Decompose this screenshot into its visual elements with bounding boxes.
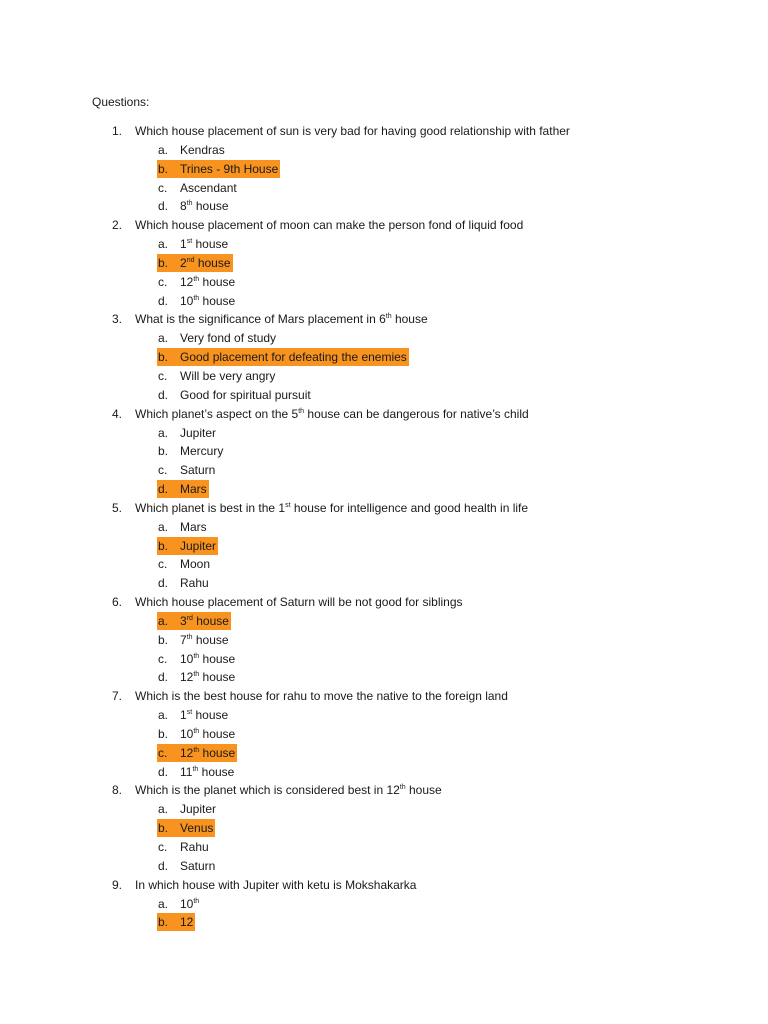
answer-option (0, 800, 768, 819)
option-content (157, 197, 231, 215)
option-text (180, 162, 278, 176)
answer-option (0, 744, 768, 763)
text-segment: What is the significance of Mars placement in 6 (135, 312, 386, 327)
answer-option (0, 424, 768, 443)
option-text (180, 426, 216, 440)
question-text (135, 499, 528, 518)
option-text (180, 388, 311, 402)
text-segment: Mercury (180, 444, 224, 459)
answer-option (0, 160, 768, 179)
text-segment: house (405, 783, 442, 798)
answer-option (0, 838, 768, 857)
answer-option (0, 819, 768, 838)
option-text (180, 670, 235, 684)
superscript: nd (186, 256, 195, 264)
option-text (180, 275, 235, 289)
text-segment: Mars (180, 519, 207, 534)
question-list (0, 122, 768, 932)
option-text (180, 181, 237, 195)
option-letter: b. (158, 915, 169, 930)
question-3 (0, 310, 768, 329)
text-segment: Will be very angry (180, 368, 276, 383)
option-letter: b. (158, 632, 169, 647)
text-segment: 12 (180, 274, 194, 289)
option-letter: d. (158, 858, 169, 873)
option-text (180, 143, 225, 157)
text-segment: house (192, 632, 229, 647)
question-number: 3. (112, 312, 123, 327)
answer-option (0, 668, 768, 687)
text-segment: 10 (180, 651, 194, 666)
text-segment: house (198, 764, 235, 779)
option-text (180, 557, 210, 571)
highlighted-answer (157, 913, 195, 931)
text-segment: 7 (180, 632, 187, 647)
text-segment: Mars (180, 481, 207, 496)
text-segment: house (192, 613, 229, 628)
text-segment: Which house placement of moon can make the person fond of liquid food (135, 218, 524, 233)
option-text (180, 482, 207, 496)
questions-heading: Questions: (92, 95, 150, 109)
option-letter: b. (158, 255, 169, 270)
option-text (180, 444, 223, 458)
option-content (157, 838, 211, 856)
option-letter: a. (158, 519, 169, 534)
superscript: th (385, 313, 392, 321)
option-letter: a. (158, 425, 169, 440)
option-text (180, 614, 229, 628)
option-text (180, 915, 193, 929)
text-segment: Rahu (180, 576, 209, 591)
superscript: th (193, 294, 200, 302)
option-letter: b. (158, 821, 169, 836)
answer-option (0, 574, 768, 593)
option-letter: a. (158, 802, 169, 817)
option-text (180, 821, 213, 835)
question-1 (0, 122, 768, 141)
option-letter: c. (158, 557, 168, 572)
option-letter: a. (158, 613, 169, 628)
option-content (157, 725, 237, 743)
option-content (157, 650, 237, 668)
option-content (157, 367, 277, 385)
text-segment: Moon (180, 557, 211, 572)
option-text (180, 746, 235, 760)
option-content (157, 461, 217, 479)
text-segment: Saturn (180, 463, 216, 478)
option-letter: b. (158, 538, 169, 553)
text-segment: house (199, 293, 236, 308)
text-segment: Jupiter (180, 802, 217, 817)
question-text (135, 122, 570, 141)
answer-option (0, 461, 768, 480)
text-segment: house for intelligence and good health in life (290, 500, 529, 515)
option-content (157, 386, 313, 404)
option-content (157, 141, 227, 159)
answer-option (0, 292, 768, 311)
option-text (180, 539, 216, 553)
answer-option (0, 555, 768, 574)
option-text (180, 199, 229, 213)
option-text (180, 727, 235, 741)
text-segment: Rahu (180, 839, 209, 854)
answer-option (0, 706, 768, 725)
text-segment: house (199, 670, 236, 685)
answer-option (0, 763, 768, 782)
question-4 (0, 405, 768, 424)
option-text (180, 859, 215, 873)
question-number: 4. (112, 406, 123, 421)
answer-option (0, 895, 768, 914)
text-segment: 12 (180, 745, 194, 760)
text-segment: Jupiter (180, 425, 217, 440)
option-letter: c. (158, 651, 168, 666)
answer-option (0, 367, 768, 386)
question-number: 8. (112, 783, 123, 798)
option-letter: a. (158, 331, 169, 346)
superscript: th (298, 407, 305, 415)
highlighted-answer (157, 819, 215, 837)
text-segment: Jupiter (180, 538, 217, 553)
text-segment: house (391, 312, 428, 327)
option-letter: c. (158, 274, 168, 289)
text-segment: Which house placement of Saturn will be not good for siblings (135, 594, 463, 609)
option-text (180, 802, 216, 816)
answer-option (0, 612, 768, 631)
superscript: rd (186, 614, 193, 622)
option-content (157, 179, 239, 197)
text-segment: Which planet is best in the 1 (135, 500, 286, 515)
option-text (180, 237, 228, 251)
superscript: th (193, 897, 200, 905)
superscript: th (399, 784, 406, 792)
question-8 (0, 781, 768, 800)
option-text (180, 897, 199, 911)
answer-option (0, 329, 768, 348)
question-text (135, 405, 529, 424)
answer-option (0, 631, 768, 650)
text-segment: Ascendant (180, 180, 237, 195)
text-segment: Kendras (180, 143, 225, 157)
answer-option (0, 650, 768, 669)
option-content (157, 763, 236, 781)
answer-option (0, 857, 768, 876)
option-text (180, 765, 234, 779)
option-letter: d. (158, 293, 169, 308)
text-segment: 11 (180, 764, 193, 779)
option-content (157, 518, 209, 536)
question-number: 2. (112, 218, 123, 233)
text-segment: 10 (180, 293, 194, 308)
text-segment: Good for spiritual pursuit (180, 387, 311, 402)
option-text (180, 576, 209, 590)
option-content (157, 706, 230, 724)
option-text (180, 331, 276, 345)
text-segment: Good placement for defeating the enemies (180, 350, 407, 365)
answer-option (0, 235, 768, 254)
option-letter: a. (158, 896, 169, 911)
text-segment: In which house with Jupiter with ketu is Mokshakarka (135, 877, 417, 892)
question-number: 7. (112, 689, 123, 704)
question-number: 9. (112, 877, 123, 892)
text-segment: house (192, 237, 229, 252)
option-text (180, 708, 228, 722)
answer-option (0, 348, 768, 367)
superscript: st (285, 501, 291, 509)
superscript: st (186, 238, 193, 246)
option-text (180, 256, 231, 270)
option-text (180, 520, 207, 534)
superscript: th (186, 200, 193, 208)
answer-option (0, 518, 768, 537)
text-segment: Which planet’s aspect on the 5 (135, 406, 299, 421)
question-text (135, 781, 442, 800)
option-letter: d. (158, 576, 169, 591)
option-letter: c. (158, 368, 168, 383)
option-letter: c. (158, 839, 168, 854)
text-segment: house (199, 274, 236, 289)
text-segment: Saturn (180, 858, 216, 873)
superscript: th (193, 671, 200, 679)
option-letter: d. (158, 199, 169, 214)
option-letter: c. (158, 463, 168, 478)
answer-option (0, 254, 768, 273)
option-content (157, 895, 201, 913)
answer-option (0, 179, 768, 198)
question-6 (0, 593, 768, 612)
question-number: 6. (112, 594, 123, 609)
text-segment: house (194, 255, 231, 270)
text-segment: house (199, 726, 236, 741)
superscript: th (193, 652, 200, 660)
question-text (135, 216, 523, 235)
option-content (157, 292, 237, 310)
text-segment: 8 (180, 199, 187, 214)
question-7 (0, 687, 768, 706)
option-text (180, 652, 235, 666)
highlighted-answer (157, 160, 280, 178)
question-9 (0, 876, 768, 895)
option-letter: d. (158, 481, 169, 496)
question-number: 1. (112, 124, 123, 138)
superscript: th (193, 746, 200, 754)
answer-option (0, 273, 768, 292)
option-content (157, 555, 212, 573)
option-text (180, 463, 215, 477)
question-text (135, 310, 428, 329)
option-letter: a. (158, 708, 169, 723)
text-segment: 1 (180, 708, 187, 723)
option-letter: b. (158, 350, 169, 365)
superscript: th (186, 633, 193, 641)
superscript: th (192, 765, 199, 773)
option-letter: d. (158, 670, 169, 685)
text-segment: 10 (180, 726, 194, 741)
highlighted-answer (157, 612, 231, 630)
answer-option (0, 386, 768, 405)
question-2 (0, 216, 768, 235)
option-content (157, 631, 231, 649)
text-segment: Which is the planet which is considered best in 12 (135, 783, 400, 798)
answer-option (0, 537, 768, 556)
question-text (135, 593, 463, 612)
option-letter: c. (158, 745, 168, 760)
text-segment: house (199, 651, 236, 666)
option-content (157, 424, 218, 442)
text-segment: Very fond of study (180, 331, 277, 346)
answer-option (0, 197, 768, 216)
option-content (157, 800, 218, 818)
text-segment: Which is the best house for rahu to move the native to the foreign land (135, 689, 508, 704)
option-letter: b. (158, 726, 169, 741)
question-5 (0, 499, 768, 518)
option-letter: d. (158, 387, 169, 402)
highlighted-answer (157, 480, 209, 498)
question-number: 5. (112, 500, 123, 515)
text-segment: 2 (180, 255, 187, 270)
option-content (157, 329, 278, 347)
option-letter: b. (158, 444, 169, 459)
option-text (180, 350, 407, 364)
text-segment: house (192, 199, 229, 214)
question-text (135, 876, 416, 895)
text-segment: Which house placement of sun is very bad for having good relationship with father (135, 124, 570, 138)
option-letter: a. (158, 237, 169, 252)
text-segment: Venus (180, 821, 214, 836)
option-letter: b. (158, 161, 169, 176)
superscript: th (193, 275, 200, 283)
option-content (157, 273, 237, 291)
option-text (180, 840, 209, 854)
text-segment: house can be dangerous for native’s child (304, 406, 529, 421)
option-letter: d. (158, 764, 169, 779)
text-segment: 3 (180, 613, 187, 628)
highlighted-answer (157, 348, 409, 366)
highlighted-answer (157, 537, 218, 555)
text-segment: 12 (180, 670, 194, 685)
option-letter: a. (158, 143, 169, 157)
answer-option (0, 480, 768, 499)
option-content (157, 857, 217, 875)
highlighted-answer (157, 254, 233, 272)
highlighted-answer (157, 744, 237, 762)
text-segment: 1 (180, 237, 187, 252)
answer-option (0, 141, 768, 160)
option-content (157, 668, 237, 686)
option-letter: c. (158, 180, 168, 195)
text-segment: house (199, 745, 236, 760)
option-content (157, 235, 230, 253)
question-text (135, 687, 508, 706)
superscript: st (186, 709, 193, 717)
option-content (157, 442, 225, 460)
option-text (180, 369, 275, 383)
answer-option (0, 725, 768, 744)
text-segment: house (192, 708, 229, 723)
answer-option (0, 913, 768, 932)
answer-option (0, 442, 768, 461)
text-segment: Trines - 9th House (180, 161, 279, 176)
option-text (180, 294, 235, 308)
superscript: th (193, 727, 200, 735)
option-content (157, 574, 211, 592)
option-text (180, 633, 229, 647)
text-segment: 12 (180, 915, 194, 930)
text-segment: 10 (180, 896, 194, 911)
